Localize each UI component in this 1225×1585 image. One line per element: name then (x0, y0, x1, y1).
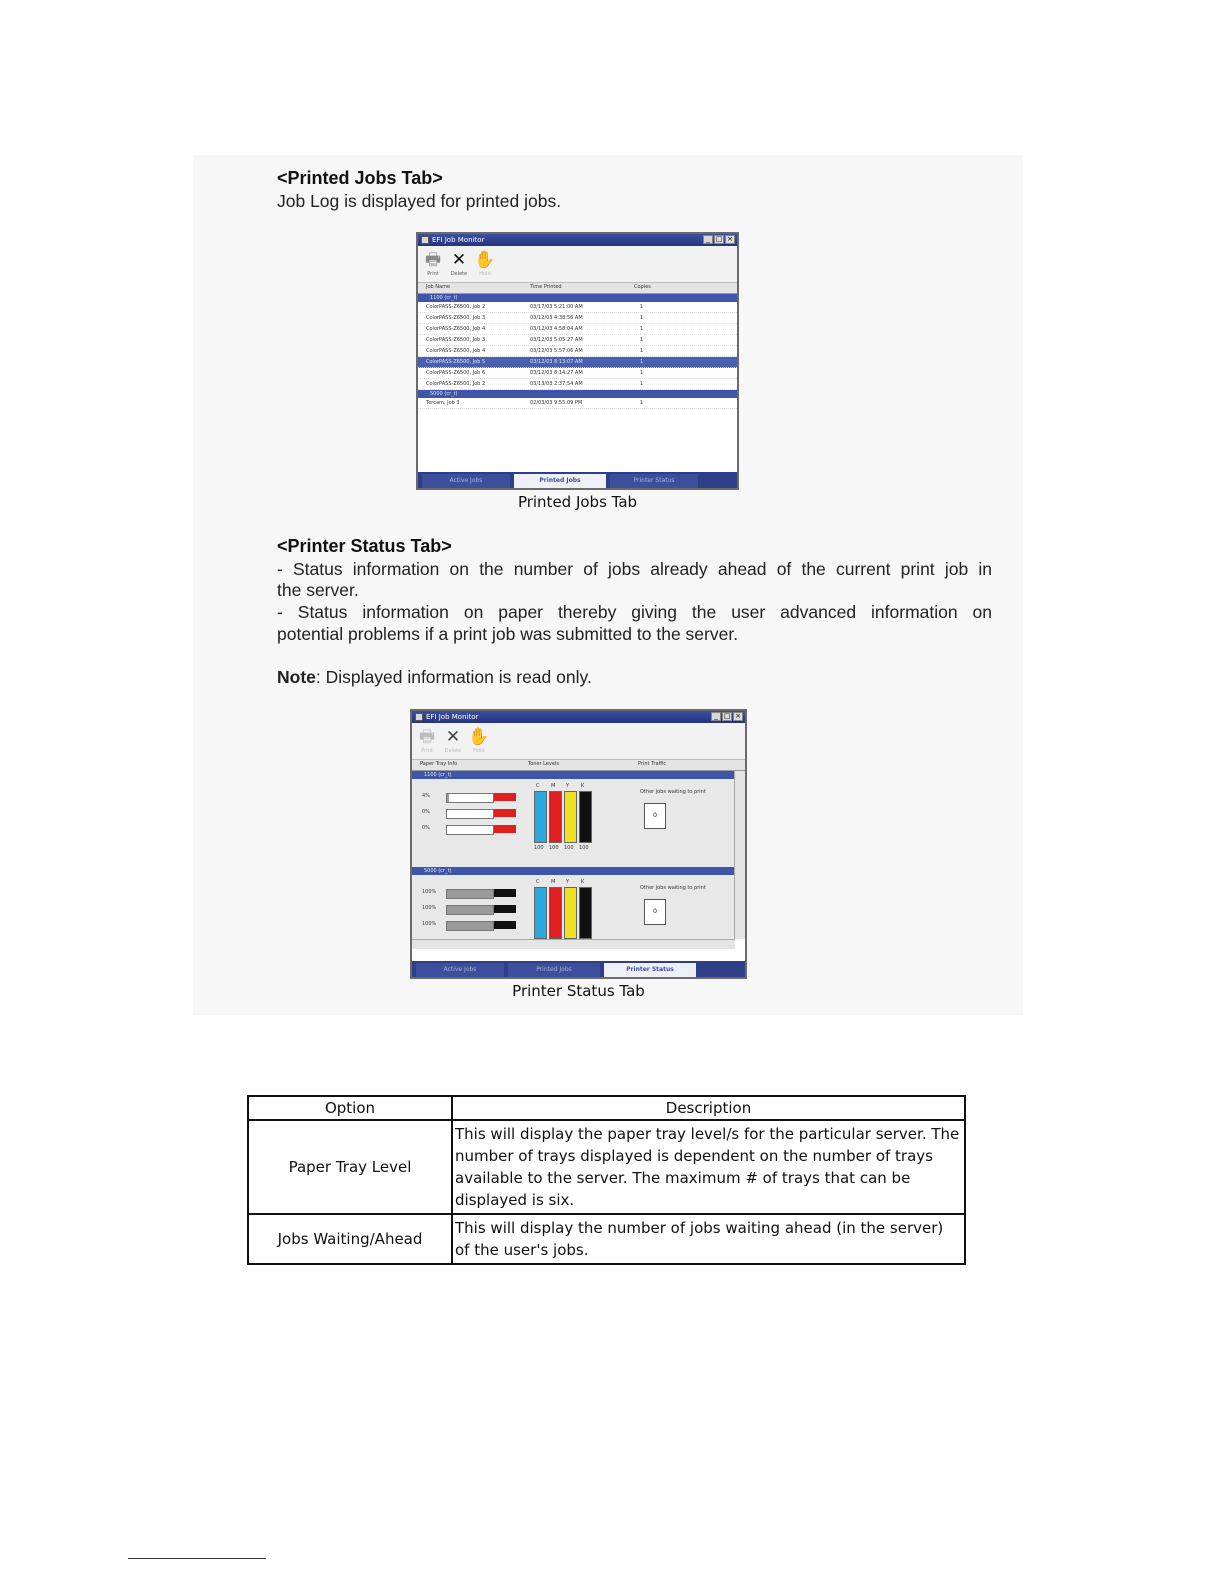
tray-level-label: 0% (422, 809, 430, 815)
server-group-header[interactable]: 1100 (cr_t) (412, 771, 735, 779)
toner-bar (534, 791, 547, 843)
window-titlebar (412, 711, 745, 723)
toner-bar (549, 791, 562, 843)
tray-level-bar (446, 889, 494, 899)
tray-level-fill (447, 922, 493, 930)
tray-level-fill (447, 794, 449, 802)
table-row[interactable] (418, 398, 737, 409)
toner-label: C (536, 783, 540, 789)
window-title: EFI Job Monitor (432, 236, 485, 244)
hold-button-label: Hold (473, 748, 485, 754)
printer-status-line-3: - Status information on paper thereby giving the user advanced information on (277, 602, 992, 622)
printer-status-line-4: potential problems if a print job was submitted to the server. (277, 624, 739, 644)
tray-level-fill (447, 890, 493, 898)
time-printed: 03/17/03 5:21:00 AM (530, 304, 583, 310)
print-button[interactable] (422, 249, 444, 277)
tray-level-bar (446, 921, 494, 931)
options-table (247, 1095, 966, 1265)
column-job-name[interactable]: Job Name (426, 284, 451, 290)
copies: 1 (640, 348, 644, 354)
tab-active-jobs[interactable]: Active Jobs (416, 963, 504, 977)
job-name: ColorPASS-Z6500, Job 3 (426, 337, 486, 343)
toner-label: M (551, 783, 556, 789)
copies: 1 (640, 315, 644, 321)
tab-bar (418, 472, 737, 488)
time-printed: 03/12/03 4:58:04 AM (530, 326, 583, 332)
time-printed: 03/12/03 8:14:27 AM (530, 370, 583, 376)
window-title: EFI Job Monitor (426, 713, 479, 721)
hold-icon: ✋ (468, 727, 490, 747)
toner-label: K (581, 879, 585, 885)
toner-bar (564, 791, 577, 843)
tray-level-label: 100% (422, 921, 437, 927)
header-description: Description (452, 1096, 965, 1120)
job-name: Tercam, Job 3 (426, 400, 460, 406)
toner-bar (579, 887, 592, 939)
option-jobs-waiting-ahead: Jobs Waiting/Ahead (248, 1214, 452, 1264)
hold-button-label: Hold (479, 271, 491, 277)
description-paper-tray-level: This will display the paper tray level/s for the particular server. The number of trays displayed is dependent on the number of trays available to the server. The maximum # of trays that can be displayed is six. (452, 1120, 965, 1214)
printed-jobs-window (416, 232, 739, 490)
toner-value: 100 (579, 845, 589, 851)
minimize-button[interactable]: _ (703, 235, 713, 244)
print-traffic-label: Other jobs waiting to print (640, 789, 706, 795)
toner-bar (549, 887, 562, 939)
header-option: Option (248, 1096, 452, 1120)
toner-bar (564, 887, 577, 939)
tray-status-indicator (494, 809, 516, 817)
copies: 1 (640, 381, 644, 387)
server-group-header[interactable]: 1100 (cr_t) (418, 294, 737, 302)
table-row[interactable] (418, 346, 737, 357)
toner-bar (579, 791, 592, 843)
tray-status-indicator (494, 905, 516, 913)
table-row (248, 1214, 965, 1264)
copies: 1 (640, 337, 644, 343)
job-name: ColorPASS-Z6500, Job 5 (426, 359, 486, 365)
description-jobs-waiting-ahead: This will display the number of jobs waiting ahead (in the server) of the user's jobs. (452, 1214, 965, 1264)
printer-status-line-2: the server. (277, 580, 359, 600)
job-name: ColorPASS-Z6500, Job 4 (426, 348, 486, 354)
column-header (418, 283, 737, 294)
tray-level-fill (447, 906, 493, 914)
job-list (418, 294, 737, 409)
copies: 1 (640, 400, 644, 406)
table-row[interactable] (418, 335, 737, 346)
tray-status-indicator (494, 825, 516, 833)
server-group-header[interactable]: 5000 (cr_t) (418, 390, 737, 398)
tray-level-label: 4% (422, 793, 430, 799)
print-button[interactable] (416, 726, 438, 754)
maximize-button[interactable]: □ (723, 712, 731, 720)
printer-status-heading: <Printer Status Tab> (277, 536, 452, 556)
toner-label: Y (566, 879, 570, 885)
table-row[interactable] (418, 302, 737, 313)
minimize-button[interactable]: _ (711, 712, 721, 721)
printed-jobs-caption: Printed Jobs Tab (517, 493, 638, 511)
copies: 1 (640, 370, 644, 376)
copies: 1 (640, 359, 644, 365)
printed-jobs-body: Job Log is displayed for printed jobs. (277, 191, 562, 211)
table-row[interactable] (418, 368, 737, 379)
delete-button[interactable] (448, 249, 470, 277)
footnote-separator (128, 1558, 266, 1559)
tab-printer-status[interactable]: Printer Status (604, 963, 696, 977)
delete-x-icon: ✕ (445, 727, 461, 747)
time-printed: 03/12/03 8:13:07 AM (530, 359, 583, 365)
tray-level-bar (446, 905, 494, 915)
tray-level-label: 100% (422, 889, 437, 895)
jobs-waiting-count: 0 (653, 908, 657, 915)
printer-icon: 🖶 (418, 727, 436, 747)
job-name: ColorPASS-Z6500, Job 2 (426, 304, 486, 310)
option-paper-tray-level: Paper Tray Level (248, 1120, 452, 1214)
tab-printed-jobs[interactable]: Printed Jobs (514, 474, 606, 488)
toner-value: 100 (534, 845, 544, 851)
column-print-traffic[interactable]: Print Traffic (638, 761, 667, 767)
column-copies[interactable]: Copies (634, 284, 651, 290)
delete-button[interactable] (442, 726, 464, 754)
table-row[interactable] (418, 357, 737, 368)
print-traffic-label: Other jobs waiting to print (640, 885, 706, 891)
document-icon (644, 899, 666, 925)
note-text: : Displayed information is read only. (315, 667, 592, 687)
tray-level-bar (446, 825, 494, 835)
app-icon (421, 236, 429, 244)
hold-button[interactable] (474, 249, 496, 277)
delete-x-icon: ✕ (451, 250, 467, 270)
status-pane (412, 771, 735, 939)
tab-printer-status[interactable]: Printer Status (610, 474, 698, 488)
printed-jobs-heading: <Printed Jobs Tab> (277, 168, 443, 188)
tray-level-label: 0% (422, 825, 430, 831)
tray-status-indicator (494, 793, 516, 801)
jobs-waiting-count: 0 (653, 812, 657, 819)
column-paper-tray-info[interactable]: Paper Tray Info (420, 761, 458, 767)
maximize-button[interactable]: □ (715, 235, 723, 243)
printer-icon: 🖶 (424, 250, 442, 270)
toner-label: C (536, 879, 540, 885)
note-label: Note (277, 667, 316, 687)
table-row[interactable] (418, 379, 737, 390)
job-name: ColorPASS-Z6500, Job 4 (426, 326, 486, 332)
tray-status-indicator (494, 889, 516, 897)
close-button[interactable]: × (725, 235, 735, 244)
column-header (412, 760, 745, 771)
horizontal-scrollbar[interactable] (412, 939, 735, 949)
printer-status-caption: Printer Status Tab (512, 982, 645, 1000)
tray-level-label: 100% (422, 905, 437, 911)
job-name: ColorPASS-Z6500, Job 3 (426, 315, 486, 321)
printer-status-window (410, 709, 747, 979)
toner-label: K (581, 783, 585, 789)
time-printed: 03/12/03 5:57:06 AM (530, 348, 583, 354)
tab-printed-jobs[interactable]: Printed Jobs (508, 963, 600, 977)
close-button[interactable]: × (733, 712, 743, 721)
window-toolbar (418, 246, 737, 283)
delete-button-label: Delete (444, 748, 462, 754)
tab-active-jobs[interactable]: Active Jobs (422, 474, 510, 488)
printer-status-line-1: - Status information on the number of jobs already ahead of the current print job in (277, 559, 992, 579)
print-button-label: Print (427, 271, 439, 277)
tray-level-bar (446, 793, 494, 803)
hold-icon: ✋ (474, 250, 496, 270)
table-row[interactable] (418, 313, 737, 324)
tab-bar (412, 961, 745, 977)
window-titlebar (418, 234, 737, 246)
document-icon (644, 803, 666, 829)
column-toner-levels[interactable]: Toner Levels (528, 761, 559, 767)
time-printed: 03/12/03 4:38:56 AM (530, 315, 583, 321)
options-table-header (248, 1096, 965, 1120)
table-row (248, 1120, 965, 1214)
time-printed: 03/13/03 2:37:54 AM (530, 381, 583, 387)
tray-level-bar (446, 809, 494, 819)
window-toolbar (412, 723, 745, 760)
app-icon (415, 713, 423, 721)
print-button-label: Print (421, 748, 433, 754)
toner-label: Y (566, 783, 570, 789)
delete-button-label: Delete (450, 271, 468, 277)
copies: 1 (640, 304, 644, 310)
time-printed: 03/12/03 5:05:27 AM (530, 337, 583, 343)
note-line (277, 666, 592, 688)
job-name: ColorPASS-Z6500, Job 2 (426, 381, 486, 387)
hold-button[interactable] (468, 726, 490, 754)
toner-value: 100 (549, 845, 559, 851)
copies: 1 (640, 326, 644, 332)
tray-status-indicator (494, 921, 516, 929)
table-row[interactable] (418, 324, 737, 335)
server-group-header[interactable]: 5000 (cr_t) (412, 867, 735, 875)
toner-bar (534, 887, 547, 939)
column-time-printed[interactable]: Time Printed (530, 284, 562, 290)
toner-label: M (551, 879, 556, 885)
vertical-scrollbar[interactable] (734, 771, 745, 939)
toner-value: 100 (564, 845, 574, 851)
job-name: ColorPASS-Z6500, Job 6 (426, 370, 486, 376)
time-printed: 02/03/03 9:55:09 PM (530, 400, 583, 406)
